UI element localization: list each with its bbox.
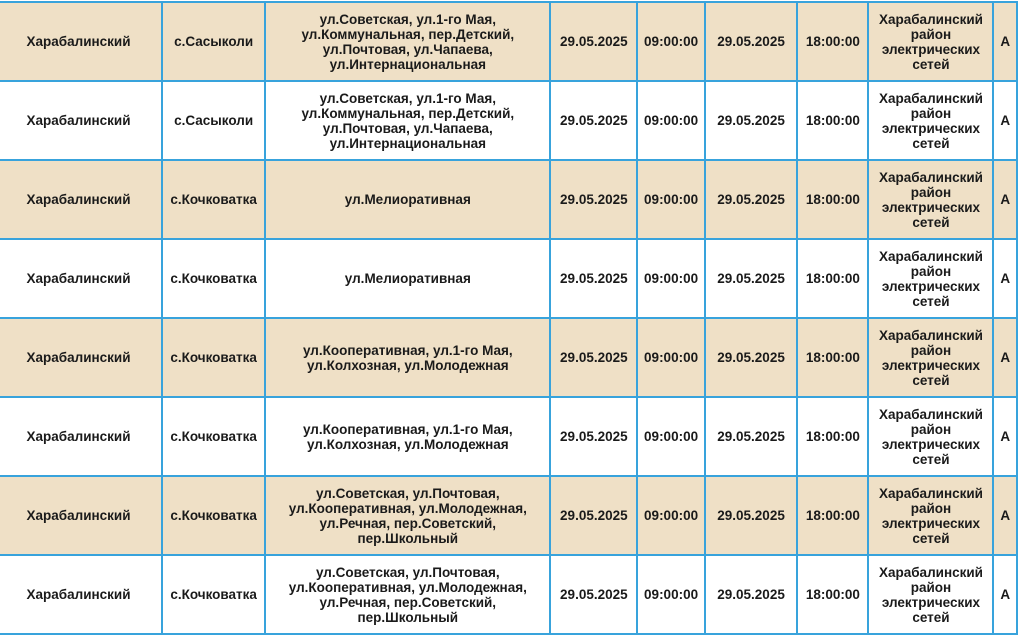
start-time-cell: 09:00:00 [637, 239, 705, 318]
table-row [0, 239, 1017, 318]
table-row [0, 476, 1017, 555]
end-time-cell: 18:00:00 [797, 555, 868, 634]
extra-cell: А [993, 318, 1017, 397]
end-time-cell: 18:00:00 [797, 318, 868, 397]
settlement-cell: с.Кочковатка [162, 318, 265, 397]
start-time-cell: 09:00:00 [637, 81, 705, 160]
end-date-cell: 29.05.2025 [705, 476, 797, 555]
end-time-cell: 18:00:00 [797, 397, 868, 476]
organization-cell: Харабалинский район электрических сетей [868, 81, 993, 160]
start-date-cell: 29.05.2025 [550, 318, 637, 397]
start-date-cell: 29.05.2025 [550, 476, 637, 555]
table-row [0, 318, 1017, 397]
settlement-cell: с.Сасыколи [162, 81, 265, 160]
table-row [0, 555, 1017, 634]
district-cell: Харабалинский [0, 81, 162, 160]
table-row [0, 2, 1017, 81]
end-date-cell: 29.05.2025 [705, 318, 797, 397]
end-time-cell: 18:00:00 [797, 2, 868, 81]
streets-cell: ул.Кооперативная, ул.1-го Мая, ул.Колхозная, ул.Молодежная [265, 397, 550, 476]
organization-cell: Харабалинский район электрических сетей [868, 2, 993, 81]
organization-cell: Харабалинский район электрических сетей [868, 239, 993, 318]
end-time-cell: 18:00:00 [797, 160, 868, 239]
organization-cell: Харабалинский район электрических сетей [868, 160, 993, 239]
table-row [0, 81, 1017, 160]
start-time-cell: 09:00:00 [637, 160, 705, 239]
streets-cell: ул.Советская, ул.1-го Мая, ул.Коммунальная, пер.Детский, ул.Почтовая, ул.Чапаева, ул.Интернациональная [265, 2, 550, 81]
organization-cell: Харабалинский район электрических сетей [868, 555, 993, 634]
start-time-cell: 09:00:00 [637, 2, 705, 81]
district-cell: Харабалинский [0, 397, 162, 476]
end-date-cell: 29.05.2025 [705, 555, 797, 634]
end-date-cell: 29.05.2025 [705, 239, 797, 318]
district-cell: Харабалинский [0, 2, 162, 81]
settlement-cell: с.Кочковатка [162, 397, 265, 476]
end-time-cell: 18:00:00 [797, 476, 868, 555]
settlement-cell: с.Кочковатка [162, 476, 265, 555]
end-time-cell: 18:00:00 [797, 81, 868, 160]
district-cell: Харабалинский [0, 555, 162, 634]
outage-schedule-table [0, 1, 1018, 635]
streets-cell: ул.Советская, ул.Почтовая, ул.Кооперативная, ул.Молодежная, ул.Речная, пер.Советский, пер.Школьный [265, 555, 550, 634]
organization-cell: Харабалинский район электрических сетей [868, 476, 993, 555]
extra-cell: А [993, 239, 1017, 318]
start-time-cell: 09:00:00 [637, 318, 705, 397]
streets-cell: ул.Мелиоративная [265, 239, 550, 318]
settlement-cell: с.Кочковатка [162, 555, 265, 634]
end-date-cell: 29.05.2025 [705, 2, 797, 81]
end-date-cell: 29.05.2025 [705, 81, 797, 160]
extra-cell: А [993, 476, 1017, 555]
end-time-cell: 18:00:00 [797, 239, 868, 318]
table-row [0, 160, 1017, 239]
table-body [0, 2, 1017, 634]
table-row [0, 397, 1017, 476]
organization-cell: Харабалинский район электрических сетей [868, 397, 993, 476]
streets-cell: ул.Советская, ул.1-го Мая, ул.Коммунальная, пер.Детский, ул.Почтовая, ул.Чапаева, ул.Интернациональная [265, 81, 550, 160]
district-cell: Харабалинский [0, 239, 162, 318]
end-date-cell: 29.05.2025 [705, 397, 797, 476]
streets-cell: ул.Мелиоративная [265, 160, 550, 239]
settlement-cell: с.Сасыколи [162, 2, 265, 81]
streets-cell: ул.Кооперативная, ул.1-го Мая, ул.Колхозная, ул.Молодежная [265, 318, 550, 397]
start-time-cell: 09:00:00 [637, 555, 705, 634]
district-cell: Харабалинский [0, 476, 162, 555]
start-date-cell: 29.05.2025 [550, 239, 637, 318]
district-cell: Харабалинский [0, 160, 162, 239]
end-date-cell: 29.05.2025 [705, 160, 797, 239]
extra-cell: А [993, 2, 1017, 81]
streets-cell: ул.Советская, ул.Почтовая, ул.Кооперативная, ул.Молодежная, ул.Речная, пер.Советский, пер.Школьный [265, 476, 550, 555]
district-cell: Харабалинский [0, 318, 162, 397]
start-date-cell: 29.05.2025 [550, 160, 637, 239]
extra-cell: А [993, 555, 1017, 634]
start-date-cell: 29.05.2025 [550, 2, 637, 81]
organization-cell: Харабалинский район электрических сетей [868, 318, 993, 397]
start-date-cell: 29.05.2025 [550, 81, 637, 160]
start-date-cell: 29.05.2025 [550, 397, 637, 476]
extra-cell: А [993, 160, 1017, 239]
start-time-cell: 09:00:00 [637, 397, 705, 476]
start-time-cell: 09:00:00 [637, 476, 705, 555]
extra-cell: А [993, 397, 1017, 476]
start-date-cell: 29.05.2025 [550, 555, 637, 634]
settlement-cell: с.Кочковатка [162, 239, 265, 318]
extra-cell: А [993, 81, 1017, 160]
settlement-cell: с.Кочковатка [162, 160, 265, 239]
